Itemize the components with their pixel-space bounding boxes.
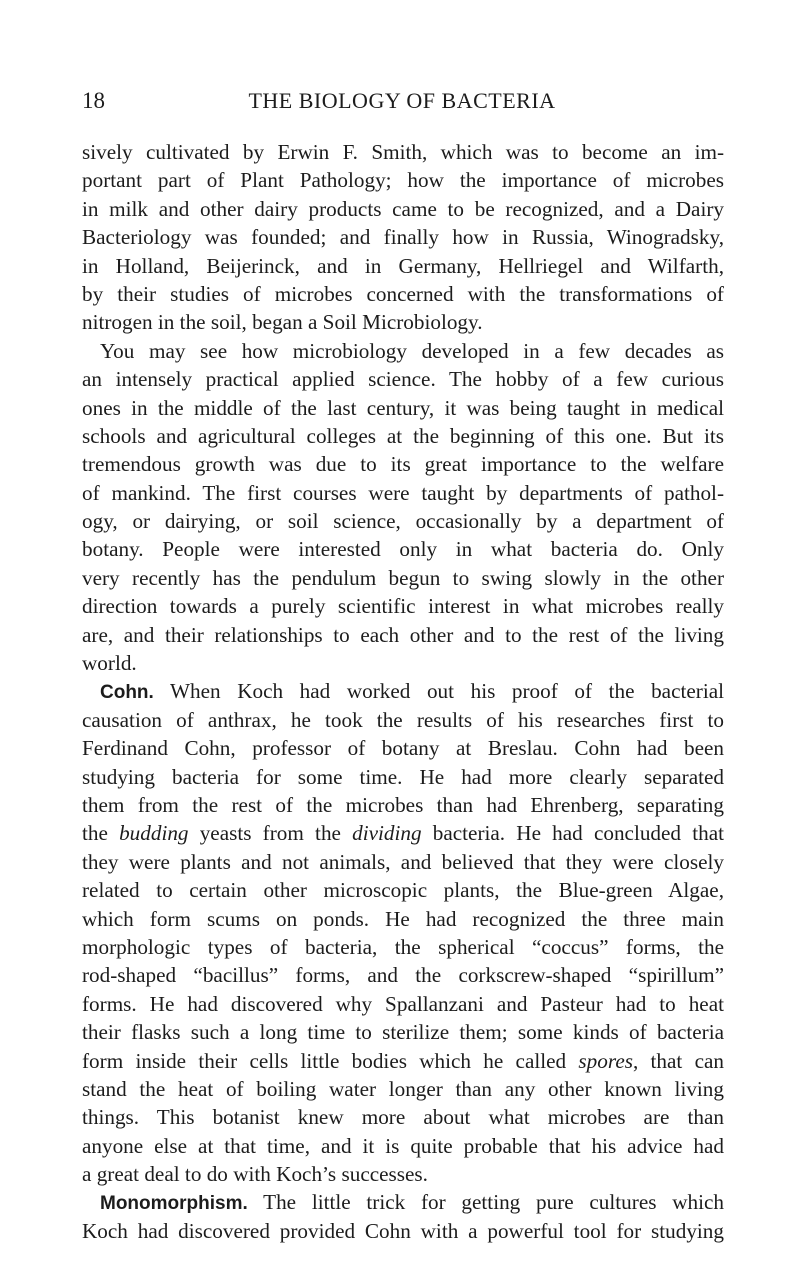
- text-line: [82, 961, 724, 989]
- italic-term: spores: [578, 1048, 633, 1073]
- text-line: [82, 649, 724, 677]
- text-run: Koch had discovered provided Cohn with a powerful tool for studying: [82, 1218, 724, 1243]
- text-run: When Koch had worked out his proof of the bacterial: [153, 679, 724, 704]
- text-run: tremendous growth was due to its great importance to the welfare: [82, 452, 724, 477]
- text-run: You may see how microbiology developed in a few decades as: [100, 338, 724, 363]
- text-line: [82, 905, 724, 933]
- text-line: [82, 1160, 724, 1188]
- text-line: [82, 621, 724, 649]
- text-run: The little trick for getting pure cultures which: [247, 1190, 724, 1215]
- text-line: [82, 138, 724, 166]
- text-run: Bacteriology was founded; and finally how in Russia, Winogradsky,: [82, 225, 724, 250]
- text-run: which form scums on ponds. He had recognized the three main: [82, 906, 724, 931]
- text-line: [82, 195, 724, 223]
- text-line: [82, 791, 724, 819]
- text-line: [82, 677, 724, 705]
- text-line: [82, 394, 724, 422]
- text-run: they were plants and not animals, and believed that they were closely: [82, 849, 724, 874]
- text-run: related to certain other microscopic plants, the Blue-green Algae,: [82, 878, 724, 903]
- italic-term: dividing: [352, 821, 422, 846]
- text-line: [82, 252, 724, 280]
- text-line: [82, 933, 724, 961]
- text-line: [82, 365, 724, 393]
- text-run: a great deal to do with Koch’s successes.: [82, 1162, 428, 1187]
- text-run: nitrogen in the soil, began a Soil Microbiology.: [82, 310, 483, 335]
- section-heading: Cohn.: [100, 682, 154, 704]
- text-run: sively cultivated by Erwin F. Smith, which was to become an im-: [82, 140, 724, 164]
- text-line: [82, 734, 724, 762]
- text-run: schools and agricultural colleges at the beginning of this one. But its: [82, 423, 724, 448]
- page-number: 18: [82, 88, 105, 113]
- body-text: [82, 138, 724, 1245]
- text-run: portant part of Plant Pathology; how the importance of microbes: [82, 168, 724, 193]
- text-run: things. This botanist knew more about what microbes are than: [82, 1105, 724, 1130]
- text-run: Ferdinand Cohn, professor of botany at Breslau. Cohn had been: [82, 736, 724, 761]
- text-line: [82, 1103, 724, 1131]
- text-run: in milk and other dairy products came to be recognized, and a Dairy: [82, 196, 724, 221]
- text-line: [82, 479, 724, 507]
- text-line: [82, 1047, 724, 1075]
- text-line: [82, 507, 724, 535]
- text-line: [82, 1217, 724, 1245]
- text-run: form inside their cells little bodies which he called: [82, 1048, 579, 1073]
- text-run: studying bacteria for some time. He had more clearly separated: [82, 764, 724, 789]
- text-line: [82, 223, 724, 251]
- text-run: bacteria. He had concluded that: [421, 821, 724, 846]
- text-line: [82, 422, 724, 450]
- text-run: ones in the middle of the last century, it was being taught in medical: [82, 395, 724, 420]
- text-line: [82, 1075, 724, 1103]
- text-run: ogy, or dairying, or soil science, occasionally by a department of: [82, 509, 724, 534]
- text-run: direction towards a purely scientific interest in what microbes really: [82, 594, 724, 619]
- text-line: [82, 990, 724, 1018]
- text-run: rod-shaped “bacillus” forms, and the corkscrew-shaped “spirillum”: [82, 963, 724, 988]
- text-line: [82, 337, 724, 365]
- text-line: [82, 763, 724, 791]
- text-run: the: [82, 821, 120, 846]
- text-line: [82, 308, 724, 336]
- text-run: them from the rest of the microbes than had Ehrenberg, separating: [82, 792, 724, 817]
- text-run: morphologic types of bacteria, the spherical “coccus” forms, the: [82, 934, 724, 959]
- text-run: in Holland, Beijerinck, and in Germany, Hellriegel and Wilfarth,: [82, 253, 724, 278]
- text-run: an intensely practical applied science. The hobby of a few curious: [82, 367, 724, 392]
- text-line: [82, 1132, 724, 1160]
- text-line: [82, 1018, 724, 1046]
- text-run: causation of anthrax, he took the results of his researches first to: [82, 707, 724, 732]
- text-run: by their studies of microbes concerned with the transformations of: [82, 281, 724, 306]
- text-run: stand the heat of boiling water longer than any other known living: [82, 1076, 724, 1101]
- running-title: THE BIOLOGY OF BACTERIA: [248, 88, 556, 113]
- text-run: , that can: [632, 1048, 724, 1073]
- text-run: of mankind. The first courses were taught by departments of pathol-: [82, 480, 724, 505]
- text-run: their flasks such a long time to sterilize them; some kinds of bacteria: [82, 1020, 724, 1045]
- text-run: botany. People were interested only in what bacteria do. Only: [82, 537, 724, 562]
- text-line: [82, 535, 724, 563]
- page-header: [82, 88, 722, 122]
- text-line: [82, 592, 724, 620]
- italic-term: budding: [119, 821, 189, 846]
- text-line: [82, 706, 724, 734]
- text-run: are, and their relationships to each other and to the rest of the living: [82, 622, 724, 647]
- section-heading: Monomorphism.: [100, 1193, 248, 1215]
- text-run: very recently has the pendulum begun to swing slowly in the other: [82, 565, 724, 590]
- text-run: anyone else at that time, and it is quite probable that his advice had: [82, 1133, 724, 1158]
- text-line: [82, 564, 724, 592]
- text-line: [82, 819, 724, 847]
- text-run: yeasts from the: [188, 821, 353, 846]
- text-line: [82, 166, 724, 194]
- text-line: [82, 848, 724, 876]
- text-line: [82, 280, 724, 308]
- text-line: [82, 1188, 724, 1216]
- text-run: world.: [82, 651, 137, 676]
- text-line: [82, 876, 724, 904]
- text-line: [82, 450, 724, 478]
- text-run: forms. He had discovered why Spallanzani and Pasteur had to heat: [82, 991, 724, 1016]
